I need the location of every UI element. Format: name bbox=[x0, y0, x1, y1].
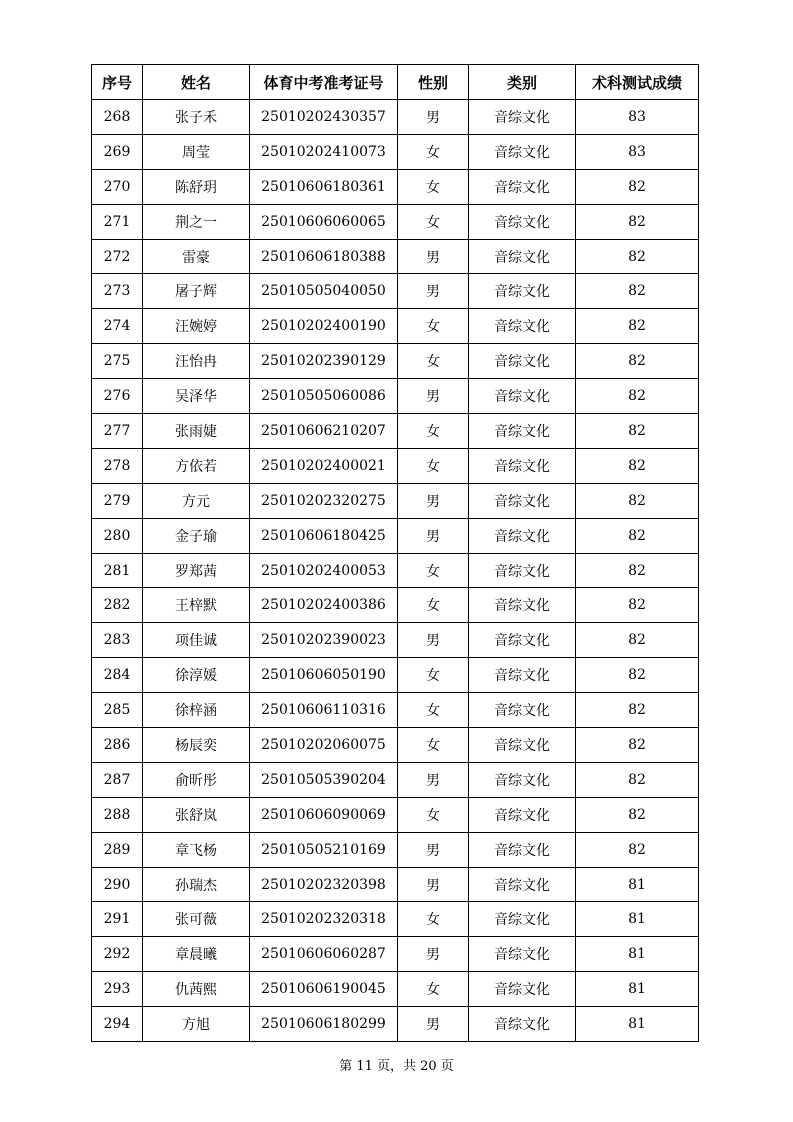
table-row bbox=[92, 344, 699, 379]
gender-cell: 男 bbox=[398, 483, 469, 518]
table-row bbox=[92, 1007, 699, 1042]
table-row bbox=[92, 972, 699, 1007]
serial-number-cell: 287 bbox=[92, 762, 143, 797]
gender-cell: 女 bbox=[398, 728, 469, 763]
exam-ticket-number-cell: 25010202400386 bbox=[250, 588, 398, 623]
exam-ticket-number-cell: 25010202390129 bbox=[250, 344, 398, 379]
gender-cell: 男 bbox=[398, 379, 469, 414]
name-cell: 罗郑茜 bbox=[143, 553, 250, 588]
table-row bbox=[92, 309, 699, 344]
serial-number-cell: 286 bbox=[92, 728, 143, 763]
name-cell: 杨辰奕 bbox=[143, 728, 250, 763]
category-cell: 音综文化 bbox=[469, 693, 576, 728]
table-row bbox=[92, 553, 699, 588]
category-cell: 音综文化 bbox=[469, 832, 576, 867]
serial-number-cell: 271 bbox=[92, 204, 143, 239]
exam-ticket-number-cell: 25010202400053 bbox=[250, 553, 398, 588]
exam-ticket-number-cell: 25010606190045 bbox=[250, 972, 398, 1007]
table-row bbox=[92, 693, 699, 728]
table-row bbox=[92, 937, 699, 972]
score-cell: 82 bbox=[576, 658, 699, 693]
score-cell: 82 bbox=[576, 693, 699, 728]
category-cell: 音综文化 bbox=[469, 553, 576, 588]
gender-cell: 男 bbox=[398, 623, 469, 658]
category-cell: 音综文化 bbox=[469, 937, 576, 972]
category-cell: 音综文化 bbox=[469, 728, 576, 763]
table-row bbox=[92, 448, 699, 483]
exam-ticket-number-cell: 25010505060086 bbox=[250, 379, 398, 414]
serial-number-cell: 278 bbox=[92, 448, 143, 483]
category-cell: 音综文化 bbox=[469, 902, 576, 937]
serial-number-cell: 282 bbox=[92, 588, 143, 623]
table-row bbox=[92, 797, 699, 832]
score-cell: 82 bbox=[576, 518, 699, 553]
gender-cell: 女 bbox=[398, 902, 469, 937]
serial-number-cell: 292 bbox=[92, 937, 143, 972]
header-gender: 性别 bbox=[398, 65, 469, 100]
exam-ticket-number-cell: 25010202400190 bbox=[250, 309, 398, 344]
name-cell: 周莹 bbox=[143, 134, 250, 169]
score-cell: 82 bbox=[576, 204, 699, 239]
gender-cell: 女 bbox=[398, 797, 469, 832]
serial-number-cell: 272 bbox=[92, 239, 143, 274]
category-cell: 音综文化 bbox=[469, 134, 576, 169]
serial-number-cell: 273 bbox=[92, 274, 143, 309]
exam-ticket-number-cell: 25010202390023 bbox=[250, 623, 398, 658]
score-cell: 82 bbox=[576, 728, 699, 763]
name-cell: 屠子辉 bbox=[143, 274, 250, 309]
exam-ticket-number-cell: 25010505390204 bbox=[250, 762, 398, 797]
gender-cell: 男 bbox=[398, 937, 469, 972]
exam-ticket-number-cell: 25010606090069 bbox=[250, 797, 398, 832]
score-cell: 82 bbox=[576, 309, 699, 344]
header-category: 类别 bbox=[469, 65, 576, 100]
name-cell: 方依若 bbox=[143, 448, 250, 483]
category-cell: 音综文化 bbox=[469, 1007, 576, 1042]
page-footer: 第 11 页，共 20 页 bbox=[339, 1059, 454, 1074]
name-cell: 金子瑜 bbox=[143, 518, 250, 553]
score-cell: 82 bbox=[576, 483, 699, 518]
gender-cell: 女 bbox=[398, 588, 469, 623]
table-row bbox=[92, 134, 699, 169]
exam-ticket-number-cell: 25010606180361 bbox=[250, 169, 398, 204]
score-cell: 81 bbox=[576, 937, 699, 972]
header-test-score: 术科测试成绩 bbox=[576, 65, 699, 100]
serial-number-cell: 276 bbox=[92, 379, 143, 414]
category-cell: 音综文化 bbox=[469, 448, 576, 483]
table-row bbox=[92, 588, 699, 623]
table-header bbox=[92, 65, 699, 100]
gender-cell: 女 bbox=[398, 553, 469, 588]
score-cell: 82 bbox=[576, 623, 699, 658]
serial-number-cell: 268 bbox=[92, 100, 143, 135]
table-body bbox=[92, 100, 699, 1042]
gender-cell: 男 bbox=[398, 239, 469, 274]
results-table bbox=[91, 64, 699, 1042]
score-cell: 81 bbox=[576, 902, 699, 937]
name-cell: 章飞杨 bbox=[143, 832, 250, 867]
name-cell: 汪婉婷 bbox=[143, 309, 250, 344]
table-row bbox=[92, 169, 699, 204]
exam-ticket-number-cell: 25010202430357 bbox=[250, 100, 398, 135]
serial-number-cell: 274 bbox=[92, 309, 143, 344]
serial-number-cell: 291 bbox=[92, 902, 143, 937]
exam-ticket-number-cell: 25010606050190 bbox=[250, 658, 398, 693]
category-cell: 音综文化 bbox=[469, 972, 576, 1007]
name-cell: 张舒岚 bbox=[143, 797, 250, 832]
category-cell: 音综文化 bbox=[469, 762, 576, 797]
serial-number-cell: 281 bbox=[92, 553, 143, 588]
name-cell: 张雨婕 bbox=[143, 414, 250, 449]
category-cell: 音综文化 bbox=[469, 204, 576, 239]
category-cell: 音综文化 bbox=[469, 588, 576, 623]
name-cell: 张可薇 bbox=[143, 902, 250, 937]
score-cell: 82 bbox=[576, 797, 699, 832]
score-cell: 82 bbox=[576, 379, 699, 414]
gender-cell: 女 bbox=[398, 972, 469, 1007]
header-serial-number: 序号 bbox=[92, 65, 143, 100]
exam-ticket-number-cell: 25010606180299 bbox=[250, 1007, 398, 1042]
serial-number-cell: 289 bbox=[92, 832, 143, 867]
serial-number-cell: 277 bbox=[92, 414, 143, 449]
results-table-container bbox=[91, 64, 699, 1042]
score-cell: 82 bbox=[576, 414, 699, 449]
table-row bbox=[92, 204, 699, 239]
category-cell: 音综文化 bbox=[469, 483, 576, 518]
serial-number-cell: 285 bbox=[92, 693, 143, 728]
score-cell: 82 bbox=[576, 274, 699, 309]
gender-cell: 女 bbox=[398, 204, 469, 239]
header-row bbox=[92, 65, 699, 100]
score-cell: 82 bbox=[576, 344, 699, 379]
score-cell: 81 bbox=[576, 867, 699, 902]
score-cell: 83 bbox=[576, 100, 699, 135]
name-cell: 雷豪 bbox=[143, 239, 250, 274]
serial-number-cell: 288 bbox=[92, 797, 143, 832]
category-cell: 音综文化 bbox=[469, 100, 576, 135]
serial-number-cell: 284 bbox=[92, 658, 143, 693]
serial-number-cell: 294 bbox=[92, 1007, 143, 1042]
score-cell: 83 bbox=[576, 134, 699, 169]
name-cell: 仇茜熙 bbox=[143, 972, 250, 1007]
category-cell: 音综文化 bbox=[469, 797, 576, 832]
table-row bbox=[92, 902, 699, 937]
category-cell: 音综文化 bbox=[469, 309, 576, 344]
header-exam-ticket-number: 体育中考准考证号 bbox=[250, 65, 398, 100]
name-cell: 章晨曦 bbox=[143, 937, 250, 972]
table-row bbox=[92, 274, 699, 309]
gender-cell: 女 bbox=[398, 169, 469, 204]
gender-cell: 女 bbox=[398, 134, 469, 169]
table-row bbox=[92, 379, 699, 414]
score-cell: 81 bbox=[576, 1007, 699, 1042]
table-row bbox=[92, 832, 699, 867]
name-cell: 方元 bbox=[143, 483, 250, 518]
name-cell: 荆之一 bbox=[143, 204, 250, 239]
name-cell: 张子禾 bbox=[143, 100, 250, 135]
name-cell: 孙瑞杰 bbox=[143, 867, 250, 902]
name-cell: 方旭 bbox=[143, 1007, 250, 1042]
gender-cell: 女 bbox=[398, 309, 469, 344]
score-cell: 82 bbox=[576, 832, 699, 867]
table-row bbox=[92, 483, 699, 518]
name-cell: 吴泽华 bbox=[143, 379, 250, 414]
table-row bbox=[92, 100, 699, 135]
serial-number-cell: 293 bbox=[92, 972, 143, 1007]
table-row bbox=[92, 414, 699, 449]
gender-cell: 女 bbox=[398, 344, 469, 379]
exam-ticket-number-cell: 25010505210169 bbox=[250, 832, 398, 867]
score-cell: 82 bbox=[576, 239, 699, 274]
gender-cell: 女 bbox=[398, 693, 469, 728]
serial-number-cell: 290 bbox=[92, 867, 143, 902]
score-cell: 82 bbox=[576, 553, 699, 588]
name-cell: 汪怡冉 bbox=[143, 344, 250, 379]
gender-cell: 男 bbox=[398, 100, 469, 135]
category-cell: 音综文化 bbox=[469, 169, 576, 204]
category-cell: 音综文化 bbox=[469, 344, 576, 379]
gender-cell: 女 bbox=[398, 414, 469, 449]
gender-cell: 男 bbox=[398, 1007, 469, 1042]
serial-number-cell: 275 bbox=[92, 344, 143, 379]
serial-number-cell: 270 bbox=[92, 169, 143, 204]
exam-ticket-number-cell: 25010202410073 bbox=[250, 134, 398, 169]
exam-ticket-number-cell: 25010606060065 bbox=[250, 204, 398, 239]
serial-number-cell: 280 bbox=[92, 518, 143, 553]
category-cell: 音综文化 bbox=[469, 623, 576, 658]
category-cell: 音综文化 bbox=[469, 274, 576, 309]
exam-ticket-number-cell: 25010202320398 bbox=[250, 867, 398, 902]
score-cell: 82 bbox=[576, 169, 699, 204]
name-cell: 俞昕彤 bbox=[143, 762, 250, 797]
name-cell: 徐淳媛 bbox=[143, 658, 250, 693]
table-row bbox=[92, 239, 699, 274]
table-row bbox=[92, 867, 699, 902]
category-cell: 音综文化 bbox=[469, 239, 576, 274]
exam-ticket-number-cell: 25010202320275 bbox=[250, 483, 398, 518]
serial-number-cell: 269 bbox=[92, 134, 143, 169]
name-cell: 徐梓涵 bbox=[143, 693, 250, 728]
serial-number-cell: 279 bbox=[92, 483, 143, 518]
exam-ticket-number-cell: 25010202400021 bbox=[250, 448, 398, 483]
category-cell: 音综文化 bbox=[469, 658, 576, 693]
name-cell: 王梓默 bbox=[143, 588, 250, 623]
category-cell: 音综文化 bbox=[469, 867, 576, 902]
name-cell: 陈舒玥 bbox=[143, 169, 250, 204]
gender-cell: 男 bbox=[398, 832, 469, 867]
name-cell: 项佳诚 bbox=[143, 623, 250, 658]
score-cell: 82 bbox=[576, 588, 699, 623]
score-cell: 82 bbox=[576, 762, 699, 797]
header-name: 姓名 bbox=[143, 65, 250, 100]
gender-cell: 男 bbox=[398, 518, 469, 553]
score-cell: 81 bbox=[576, 972, 699, 1007]
category-cell: 音综文化 bbox=[469, 379, 576, 414]
table-row bbox=[92, 728, 699, 763]
exam-ticket-number-cell: 25010606180388 bbox=[250, 239, 398, 274]
exam-ticket-number-cell: 25010606180425 bbox=[250, 518, 398, 553]
gender-cell: 男 bbox=[398, 274, 469, 309]
gender-cell: 男 bbox=[398, 762, 469, 797]
serial-number-cell: 283 bbox=[92, 623, 143, 658]
category-cell: 音综文化 bbox=[469, 518, 576, 553]
gender-cell: 女 bbox=[398, 658, 469, 693]
gender-cell: 女 bbox=[398, 448, 469, 483]
exam-ticket-number-cell: 25010606060287 bbox=[250, 937, 398, 972]
exam-ticket-number-cell: 25010202320318 bbox=[250, 902, 398, 937]
table-row bbox=[92, 658, 699, 693]
table-row bbox=[92, 518, 699, 553]
exam-ticket-number-cell: 25010202060075 bbox=[250, 728, 398, 763]
gender-cell: 男 bbox=[398, 867, 469, 902]
exam-ticket-number-cell: 25010505040050 bbox=[250, 274, 398, 309]
score-cell: 82 bbox=[576, 448, 699, 483]
category-cell: 音综文化 bbox=[469, 414, 576, 449]
exam-ticket-number-cell: 25010606110316 bbox=[250, 693, 398, 728]
exam-ticket-number-cell: 25010606210207 bbox=[250, 414, 398, 449]
table-row bbox=[92, 623, 699, 658]
table-row bbox=[92, 762, 699, 797]
